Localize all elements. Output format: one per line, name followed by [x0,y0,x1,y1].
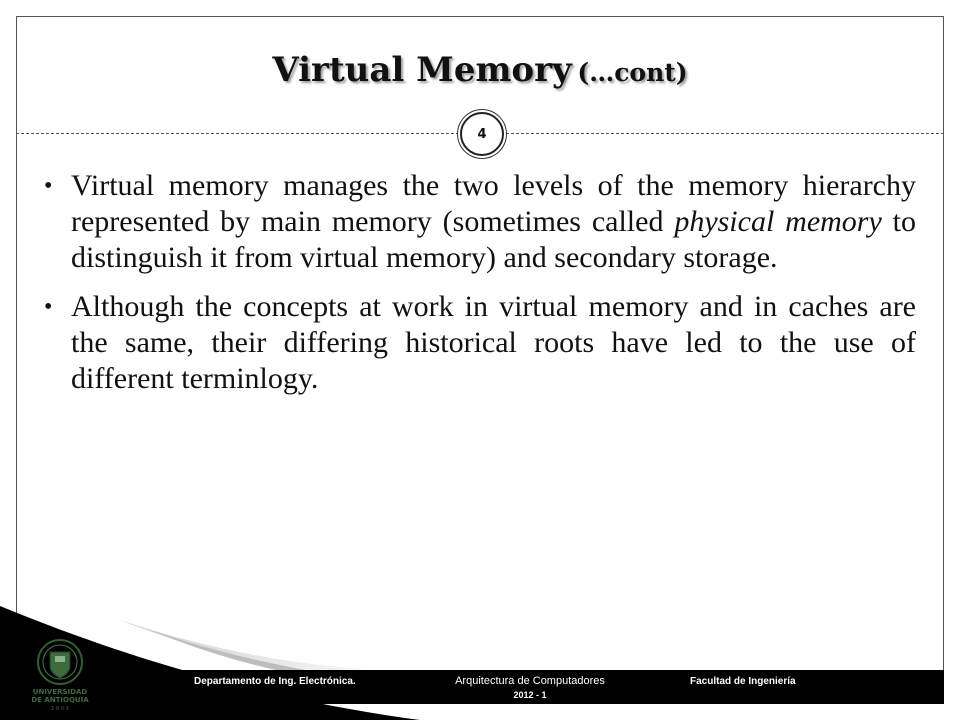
bullet-icon: • [44,173,53,199]
logo-text-line1: UNIVERSIDAD [32,688,88,696]
footer-course-period: 2012 - 1 [513,690,547,700]
slide-title-main: Virtual Memory [272,50,572,90]
footer-faculty: Facultad de Ingeniería [690,676,796,687]
bullet-text-after: to distinguish it from virtual memory) and secondary storage. [71,205,916,274]
logo-text-line2: DE ANTIOQUIA [31,696,89,704]
slide-title-sub: (…cont) [577,58,688,87]
slide-title [0,50,960,90]
bullet-text: Although the concepts at work in virtual memory and in caches are the same, their differing historical roots have led to the use of different terminlogy. [71,290,916,395]
bullet-item [44,168,916,276]
bullet-list [44,168,916,410]
logo-text-year: 1 8 0 3 [51,706,69,712]
bullet-item [44,289,916,397]
university-logo [24,636,96,716]
footer-course-title: Arquitectura de Computadores [455,675,605,687]
bullet-icon: • [44,294,53,320]
slide-number-badge: 4 [460,112,504,156]
bullet-text-before: Virtual memory manages the two levels of the memory hierarchy represented by main memory (sometimes called [71,169,916,238]
footer-department: Departamento de Ing. Electrónica. [194,676,356,687]
footer-course [440,674,620,702]
bullet-text-emphasis: physical memory [674,205,882,238]
